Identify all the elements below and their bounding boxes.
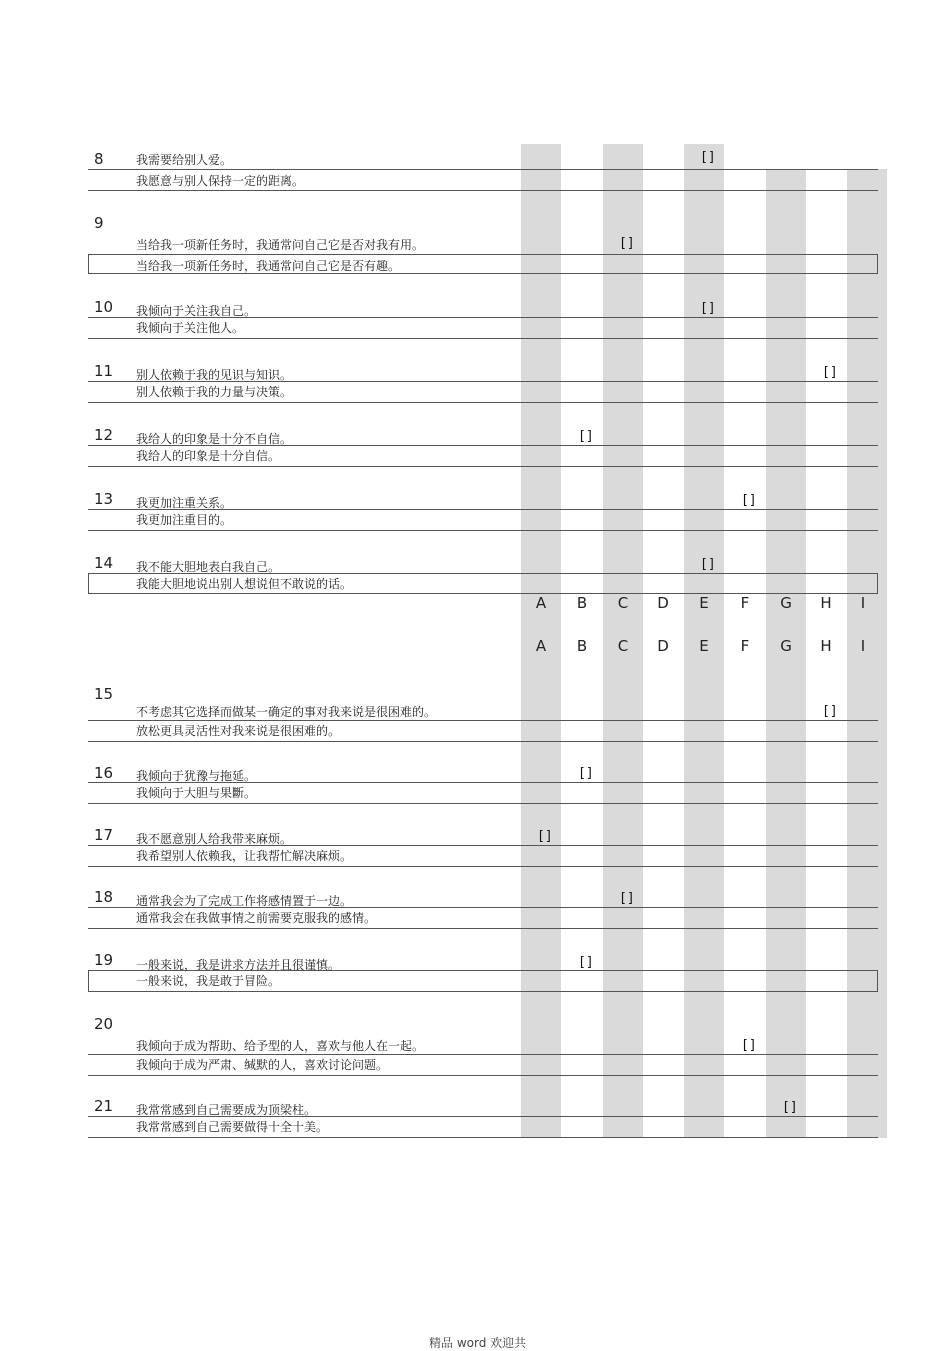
column-letter-d: D xyxy=(657,594,669,612)
question-number: 18 xyxy=(94,888,114,906)
column-letter-f: F xyxy=(740,637,750,655)
question-number: 14 xyxy=(94,554,114,572)
statement-option-b: 我倾向于关注他人。 xyxy=(136,321,245,335)
statement-option-a: 别人依赖于我的见识与知识。 xyxy=(136,368,293,382)
statement-option-b: 放松更具灵活性对我来说是很困难的。 xyxy=(136,724,341,738)
answer-checkbox: [] xyxy=(822,704,838,719)
column-letter-a: A xyxy=(535,637,547,655)
question-number: 10 xyxy=(94,298,114,316)
column-letter-i: I xyxy=(860,637,866,655)
statement-option-b: 我能大胆地说出别人想说但不敢说的话。 xyxy=(136,577,353,591)
column-letter-e: E xyxy=(699,637,709,655)
question-number: 13 xyxy=(94,490,114,508)
question-number: 15 xyxy=(94,685,114,703)
answer-checkbox: [] xyxy=(578,429,594,444)
question-number: 12 xyxy=(94,426,114,444)
answer-checkbox: [] xyxy=(782,1100,798,1115)
question-8-bottom-rule xyxy=(88,190,878,191)
answer-checkbox: [] xyxy=(700,150,716,165)
column-letter-g: G xyxy=(780,637,792,655)
question-21-bottom-rule xyxy=(88,1137,878,1138)
question-15-bottom-rule xyxy=(88,741,878,742)
column-letter-h: H xyxy=(820,637,832,655)
statement-option-b: 我倾向于大胆与果斷。 xyxy=(136,786,257,800)
statement-option-a: 我倾向于犹豫与拖延。 xyxy=(136,769,257,783)
statement-option-b: 我希望别人依赖我，让我帮忙解决麻烦。 xyxy=(136,849,353,863)
question-16-bottom-rule xyxy=(88,803,878,804)
question-15-divider xyxy=(88,720,878,721)
answer-checkbox: [] xyxy=(741,493,757,508)
statement-option-a: 我不愿意别人给我带来麻烦。 xyxy=(136,832,293,846)
column-letter-d: D xyxy=(657,637,669,655)
question-8-divider xyxy=(88,169,878,170)
statement-option-a: 当给我一项新任务时，我通常问自己它是否对我有用。 xyxy=(136,238,425,252)
answer-checkbox: [] xyxy=(619,236,635,251)
question-number: 20 xyxy=(94,1015,114,1033)
question-18-bottom-rule xyxy=(88,928,878,929)
column-letter-c: C xyxy=(617,594,629,612)
answer-checkbox: [] xyxy=(700,557,716,572)
column-letter-e: E xyxy=(699,594,709,612)
statement-option-b: 通常我会在我做事情之前需要克服我的感情。 xyxy=(136,911,377,925)
question-20-divider xyxy=(88,1054,878,1055)
question-number: 11 xyxy=(94,362,114,380)
question-number: 8 xyxy=(94,150,104,168)
question-11-bottom-rule xyxy=(88,402,878,403)
column-letter-f: F xyxy=(740,594,750,612)
question-number: 9 xyxy=(94,214,104,232)
question-17-bottom-rule xyxy=(88,866,878,867)
question-12-bottom-rule xyxy=(88,466,878,467)
statement-option-b: 别人依赖于我的力量与决策。 xyxy=(136,385,293,399)
answer-checkbox: [] xyxy=(578,955,594,970)
statement-option-b: 我愿意与别人保持一定的距离。 xyxy=(136,174,305,188)
answer-checkbox: [] xyxy=(578,766,594,781)
column-letter-c: C xyxy=(617,637,629,655)
column-letter-b: B xyxy=(576,637,588,655)
answer-checkbox: [] xyxy=(700,301,716,316)
question-13-bottom-rule xyxy=(88,530,878,531)
question-20-bottom-rule xyxy=(88,1075,878,1076)
statement-option-a: 通常我会为了完成工作将感情置于一边。 xyxy=(136,894,353,908)
question-number: 16 xyxy=(94,764,114,782)
column-letter-g: G xyxy=(780,594,792,612)
statement-option-a: 我给人的印象是十分不自信。 xyxy=(136,432,293,446)
column-letter-i: I xyxy=(860,594,866,612)
column-letter-b: B xyxy=(576,594,588,612)
question-number: 19 xyxy=(94,951,114,969)
statement-option-a: 我倾向于关注我自己。 xyxy=(136,304,257,318)
page-footer: 精品 word 欢迎共 xyxy=(429,1336,527,1350)
statement-option-a: 我需要给别人爱。 xyxy=(136,153,233,167)
column-letter-h: H xyxy=(820,594,832,612)
column-letter-a: A xyxy=(535,594,547,612)
statement-option-b: 一般来说，我是敢于冒险。 xyxy=(136,974,281,988)
answer-checkbox: [] xyxy=(537,829,553,844)
answer-checkbox: [] xyxy=(741,1038,757,1053)
statement-option-a: 一般来说，我是讲求方法并且很谨慎。 xyxy=(136,958,341,972)
statement-option-a: 我常常感到自己需要成为顶梁柱。 xyxy=(136,1103,317,1117)
question-10-bottom-rule xyxy=(88,338,878,339)
question-number: 17 xyxy=(94,826,114,844)
statement-option-b: 我更加注重目的。 xyxy=(136,513,233,527)
statement-option-a: 我更加注重关系。 xyxy=(136,496,233,510)
statement-option-a: 不考虑其它选择而做某一确定的事对我来说是很困难的。 xyxy=(136,705,437,719)
statement-option-a: 我倾向于成为帮助、给予型的人，喜欢与他人在一起。 xyxy=(136,1039,425,1053)
answer-checkbox: [] xyxy=(822,365,838,380)
statement-option-b: 我常常感到自己需要做得十全十美。 xyxy=(136,1120,329,1134)
statement-option-b: 当给我一项新任务时，我通常问自己它是否有趣。 xyxy=(136,259,401,273)
statement-option-a: 我不能大胆地表白我自己。 xyxy=(136,560,281,574)
statement-option-b: 我倾向于成为严肃、缄默的人，喜欢讨论问题。 xyxy=(136,1058,389,1072)
question-number: 21 xyxy=(94,1097,114,1115)
answer-checkbox: [] xyxy=(619,891,635,906)
statement-option-b: 我给人的印象是十分自信。 xyxy=(136,449,281,463)
